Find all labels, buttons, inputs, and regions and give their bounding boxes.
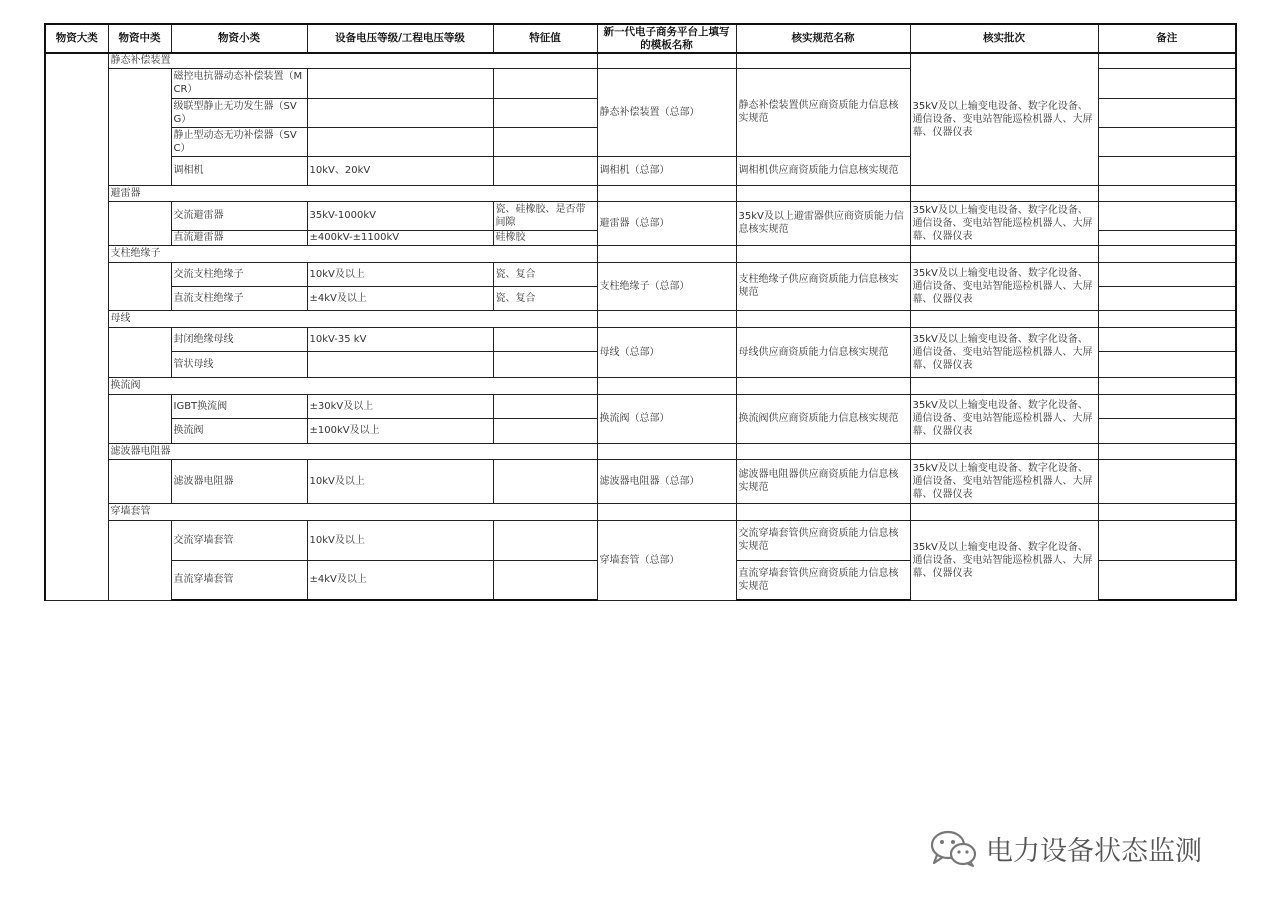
section-title: 滤波器电阻器: [108, 443, 597, 459]
table-cell: [736, 443, 910, 459]
remark-cell: [1098, 327, 1236, 351]
remark-cell: [1098, 53, 1236, 68]
item-feature: [493, 418, 597, 443]
item-name: 滤波器电阻器: [171, 459, 307, 503]
spec-name: 滤波器电阻器供应商资质能力信息核实规范: [736, 459, 910, 503]
table-cell: [597, 503, 736, 520]
remark-cell: [1098, 503, 1236, 520]
mid-category-cell: [108, 394, 171, 443]
remark-cell: [1098, 310, 1236, 327]
item-name: 直流避雷器: [171, 230, 307, 245]
template-name: 调相机（总部）: [597, 156, 736, 185]
item-feature: 硅橡胶: [493, 230, 597, 245]
spec-name: 支柱绝缘子供应商资质能力信息核实规范: [736, 262, 910, 310]
item-feature: [493, 156, 597, 185]
material-table: [44, 23, 1237, 601]
remark-cell: [1098, 230, 1236, 245]
item-feature: [493, 327, 597, 351]
template-name: 母线（总部）: [597, 327, 736, 377]
table-cell: [736, 310, 910, 327]
section-title: 母线: [108, 310, 597, 327]
table-cell: [736, 185, 910, 201]
remark-cell: [1098, 351, 1236, 377]
item-voltage: ±30kV及以上: [307, 394, 493, 418]
spec-name: 母线供应商资质能力信息核实规范: [736, 327, 910, 377]
batch-cell: 35kV及以上输变电设备、数字化设备、通信设备、变电站智能巡检机器人、大屏幕、仪器仪表: [910, 394, 1098, 443]
item-voltage: ±400kV-±1100kV: [307, 230, 493, 245]
spec-name: 调相机供应商资质能力信息核实规范: [736, 156, 910, 185]
watermark-text: 电力设备状态监测: [986, 835, 1202, 867]
remark-cell: [1098, 262, 1236, 286]
item-name: 交流避雷器: [171, 201, 307, 230]
table-cell: [736, 53, 910, 68]
template-name: 换流阀（总部）: [597, 394, 736, 443]
item-voltage: [307, 351, 493, 377]
item-name: 调相机: [171, 156, 307, 185]
remark-cell: [1098, 560, 1236, 600]
item-name: 静止型动态无功补偿器（SVC）: [171, 127, 307, 156]
table-cell: [597, 185, 736, 201]
item-feature: [493, 351, 597, 377]
table-cell: [597, 443, 736, 459]
item-name: 磁控电抗器动态补偿装置（MCR）: [171, 68, 307, 98]
item-name: 换流阀: [171, 418, 307, 443]
remark-cell: [1098, 443, 1236, 459]
batch-cell: 35kV及以上输变电设备、数字化设备、通信设备、变电站智能巡检机器人、大屏幕、仪器仪表: [910, 327, 1098, 377]
spec-name: 交流穿墙套管供应商资质能力信息核实规范: [736, 520, 910, 560]
header-cell: 核实批次: [910, 24, 1098, 53]
header-cell: 特征值: [493, 24, 597, 53]
item-feature: 瓷、复合: [493, 286, 597, 310]
table-cell: [736, 377, 910, 394]
item-voltage: [307, 68, 493, 98]
header-cell: 物资小类: [171, 24, 307, 53]
item-voltage: 10kV、20kV: [307, 156, 493, 185]
table-cell: [597, 245, 736, 262]
template-name: 避雷器（总部）: [597, 201, 736, 245]
batch-cell: 35kV及以上输变电设备、数字化设备、通信设备、变电站智能巡检机器人、大屏幕、仪器仪表: [910, 53, 1098, 185]
header-cell: 新一代电子商务平台上填写的模板名称: [597, 24, 736, 53]
remark-cell: [1098, 418, 1236, 443]
item-voltage: 10kV及以上: [307, 459, 493, 503]
item-name: 直流穿墙套管: [171, 560, 307, 600]
template-name: 静态补偿装置（总部）: [597, 68, 736, 156]
mid-category-cell: [108, 262, 171, 310]
spec-name: 35kV及以上避雷器供应商资质能力信息核实规范: [736, 201, 910, 245]
table-cell: [597, 310, 736, 327]
item-feature: [493, 560, 597, 600]
remark-cell: [1098, 459, 1236, 503]
template-name: 滤波器电阻器（总部）: [597, 459, 736, 503]
watermark: [928, 828, 1202, 868]
template-name: 支柱绝缘子（总部）: [597, 262, 736, 310]
section-title: 静态补偿装置: [108, 53, 597, 68]
table-cell: [910, 245, 1098, 262]
table-cell: [597, 377, 736, 394]
item-name: 级联型静止无功发生器（SVG）: [171, 98, 307, 127]
item-name: IGBT换流阀: [171, 394, 307, 418]
item-name: 直流支柱绝缘子: [171, 286, 307, 310]
item-feature: [493, 459, 597, 503]
header-cell: 物资大类: [45, 24, 108, 53]
template-name: 穿墙套管（总部）: [597, 520, 736, 600]
item-voltage: 10kV-35 kV: [307, 327, 493, 351]
section-title: 支柱绝缘子: [108, 245, 597, 262]
table-cell: [910, 185, 1098, 201]
item-name: 封闭绝缘母线: [171, 327, 307, 351]
header-cell: 物资中类: [108, 24, 171, 53]
remark-cell: [1098, 185, 1236, 201]
batch-cell: 35kV及以上输变电设备、数字化设备、通信设备、变电站智能巡检机器人、大屏幕、仪器仪表: [910, 520, 1098, 600]
remark-cell: [1098, 201, 1236, 230]
item-feature: 瓷、复合: [493, 262, 597, 286]
item-voltage: [307, 98, 493, 127]
table-cell: [910, 377, 1098, 394]
item-feature: [493, 520, 597, 560]
wechat-icon: [928, 828, 980, 868]
section-title: 换流阀: [108, 377, 597, 394]
item-voltage: ±4kV及以上: [307, 560, 493, 600]
header-cell: 设备电压等级/工程电压等级: [307, 24, 493, 53]
item-name: 管状母线: [171, 351, 307, 377]
item-feature: 瓷、硅橡胶、是否带间隙: [493, 201, 597, 230]
table-cell: [597, 53, 736, 68]
remark-cell: [1098, 98, 1236, 127]
remark-cell: [1098, 377, 1236, 394]
item-voltage: [307, 127, 493, 156]
major-category-cell: [45, 53, 108, 600]
item-name: 交流支柱绝缘子: [171, 262, 307, 286]
header-cell: 核实规范名称: [736, 24, 910, 53]
mid-category-cell: [108, 201, 171, 245]
mid-category-cell: [108, 327, 171, 377]
item-feature: [493, 127, 597, 156]
item-feature: [493, 68, 597, 98]
remark-cell: [1098, 520, 1236, 560]
remark-cell: [1098, 68, 1236, 98]
batch-cell: 35kV及以上输变电设备、数字化设备、通信设备、变电站智能巡检机器人、大屏幕、仪器仪表: [910, 201, 1098, 245]
batch-cell: 35kV及以上输变电设备、数字化设备、通信设备、变电站智能巡检机器人、大屏幕、仪器仪表: [910, 459, 1098, 503]
remark-cell: [1098, 245, 1236, 262]
item-voltage: ±4kV及以上: [307, 286, 493, 310]
header-cell: 备注: [1098, 24, 1236, 53]
mid-category-cell: [108, 68, 171, 185]
item-feature: [493, 394, 597, 418]
spec-name: 直流穿墙套管供应商资质能力信息核实规范: [736, 560, 910, 600]
item-name: 交流穿墙套管: [171, 520, 307, 560]
section-title: 穿墙套管: [108, 503, 597, 520]
remark-cell: [1098, 394, 1236, 418]
item-feature: [493, 98, 597, 127]
item-voltage: 10kV及以上: [307, 520, 493, 560]
mid-category-cell: [108, 520, 171, 600]
spec-name: 换流阀供应商资质能力信息核实规范: [736, 394, 910, 443]
batch-cell: 35kV及以上输变电设备、数字化设备、通信设备、变电站智能巡检机器人、大屏幕、仪器仪表: [910, 262, 1098, 310]
table-cell: [736, 503, 910, 520]
section-title: 避雷器: [108, 185, 597, 201]
remark-cell: [1098, 286, 1236, 310]
remark-cell: [1098, 127, 1236, 156]
spec-name: 静态补偿装置供应商资质能力信息核实规范: [736, 68, 910, 156]
table-cell: [736, 245, 910, 262]
mid-category-cell: [108, 459, 171, 503]
header-row: [45, 24, 1236, 53]
table-cell: [910, 503, 1098, 520]
item-voltage: 35kV-1000kV: [307, 201, 493, 230]
item-voltage: ±100kV及以上: [307, 418, 493, 443]
item-voltage: 10kV及以上: [307, 262, 493, 286]
table-cell: [910, 310, 1098, 327]
table-cell: [910, 443, 1098, 459]
remark-cell: [1098, 156, 1236, 185]
